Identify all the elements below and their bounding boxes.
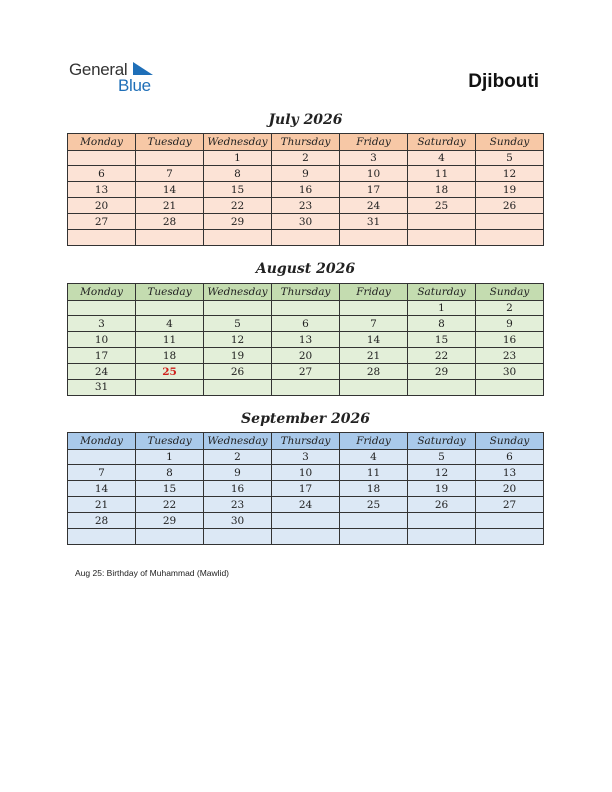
day-cell bbox=[204, 229, 272, 245]
day-cell: 23 bbox=[204, 497, 272, 513]
day-cell: 5 bbox=[476, 150, 544, 166]
logo-triangle-icon bbox=[133, 62, 153, 76]
weekday-header: Monday bbox=[68, 284, 136, 301]
weekday-header: Sunday bbox=[476, 134, 544, 151]
day-cell bbox=[476, 229, 544, 245]
day-cell: 14 bbox=[340, 332, 408, 348]
day-cell: 3 bbox=[340, 150, 408, 166]
day-cell bbox=[272, 229, 340, 245]
day-cell: 13 bbox=[272, 332, 340, 348]
day-cell: 4 bbox=[408, 150, 476, 166]
day-cell: 24 bbox=[272, 497, 340, 513]
day-cell bbox=[68, 229, 136, 245]
week-row bbox=[68, 465, 544, 481]
day-cell bbox=[340, 229, 408, 245]
weekday-header: Sunday bbox=[476, 284, 544, 301]
day-cell bbox=[136, 300, 204, 316]
day-cell: 15 bbox=[408, 332, 476, 348]
day-cell: 31 bbox=[68, 379, 136, 395]
logo-text-general: General bbox=[69, 60, 128, 79]
day-cell: 26 bbox=[204, 364, 272, 380]
day-cell: 1 bbox=[204, 150, 272, 166]
week-row bbox=[68, 348, 544, 364]
day-cell: 18 bbox=[136, 348, 204, 364]
day-cell: 18 bbox=[408, 182, 476, 198]
day-cell: 8 bbox=[136, 465, 204, 481]
month-title-july: July 2026 bbox=[268, 112, 343, 128]
day-cell: 9 bbox=[476, 316, 544, 332]
weekday-header: Wednesday bbox=[204, 433, 272, 450]
day-cell: 21 bbox=[68, 497, 136, 513]
week-row bbox=[68, 182, 544, 198]
day-cell: 10 bbox=[68, 332, 136, 348]
day-cell: 27 bbox=[476, 497, 544, 513]
day-cell: 30 bbox=[204, 513, 272, 529]
day-cell: 8 bbox=[204, 166, 272, 182]
day-cell bbox=[408, 528, 476, 544]
day-cell: 17 bbox=[340, 182, 408, 198]
week-row bbox=[68, 316, 544, 332]
calendar-august bbox=[67, 283, 544, 396]
weekday-header: Tuesday bbox=[136, 433, 204, 450]
day-cell bbox=[476, 379, 544, 395]
week-row bbox=[68, 364, 544, 380]
day-cell: 26 bbox=[476, 198, 544, 214]
weekday-header-row bbox=[68, 134, 544, 151]
day-cell: 11 bbox=[340, 465, 408, 481]
day-cell: 13 bbox=[476, 465, 544, 481]
day-cell: 28 bbox=[340, 364, 408, 380]
day-cell: 2 bbox=[204, 449, 272, 465]
day-cell: 17 bbox=[272, 481, 340, 497]
weekday-header: Sunday bbox=[476, 433, 544, 450]
week-row bbox=[68, 198, 544, 214]
weekday-header: Wednesday bbox=[204, 134, 272, 151]
day-cell bbox=[68, 528, 136, 544]
weekday-header: Saturday bbox=[408, 433, 476, 450]
day-cell bbox=[408, 229, 476, 245]
day-cell: 22 bbox=[408, 348, 476, 364]
weekday-header: Thursday bbox=[272, 134, 340, 151]
day-cell bbox=[68, 449, 136, 465]
week-row bbox=[68, 481, 544, 497]
day-cell: 17 bbox=[68, 348, 136, 364]
week-row bbox=[68, 528, 544, 544]
day-cell: 21 bbox=[340, 348, 408, 364]
weekday-header: Friday bbox=[340, 433, 408, 450]
day-cell bbox=[340, 513, 408, 529]
day-cell: 4 bbox=[340, 449, 408, 465]
day-cell bbox=[340, 300, 408, 316]
day-cell bbox=[136, 379, 204, 395]
day-cell: 29 bbox=[204, 214, 272, 230]
day-cell: 11 bbox=[136, 332, 204, 348]
day-cell: 30 bbox=[476, 364, 544, 380]
weekday-header: Saturday bbox=[408, 134, 476, 151]
day-cell: 14 bbox=[68, 481, 136, 497]
day-cell: 14 bbox=[136, 182, 204, 198]
day-cell bbox=[340, 528, 408, 544]
calendar-september bbox=[67, 432, 544, 545]
day-cell bbox=[136, 528, 204, 544]
day-cell: 1 bbox=[136, 449, 204, 465]
day-cell: 20 bbox=[68, 198, 136, 214]
week-row bbox=[68, 166, 544, 182]
day-cell: 3 bbox=[68, 316, 136, 332]
day-cell: 15 bbox=[204, 182, 272, 198]
day-cell bbox=[408, 379, 476, 395]
calendar-july bbox=[67, 133, 544, 246]
weekday-header: Monday bbox=[68, 433, 136, 450]
day-cell: 27 bbox=[272, 364, 340, 380]
logo-text-blue: Blue bbox=[118, 76, 151, 95]
day-cell: 28 bbox=[136, 214, 204, 230]
day-cell bbox=[136, 229, 204, 245]
day-cell bbox=[204, 528, 272, 544]
week-row bbox=[68, 150, 544, 166]
day-cell bbox=[408, 214, 476, 230]
day-cell bbox=[476, 214, 544, 230]
day-cell: 11 bbox=[408, 166, 476, 182]
day-cell: 9 bbox=[204, 465, 272, 481]
day-cell: 13 bbox=[68, 182, 136, 198]
day-cell: 19 bbox=[476, 182, 544, 198]
weekday-header: Wednesday bbox=[204, 284, 272, 301]
weekday-header-row bbox=[68, 433, 544, 450]
day-cell: 24 bbox=[340, 198, 408, 214]
weekday-header: Thursday bbox=[272, 433, 340, 450]
week-row bbox=[68, 229, 544, 245]
month-title-august: August 2026 bbox=[255, 261, 356, 277]
day-cell bbox=[272, 300, 340, 316]
day-cell: 2 bbox=[272, 150, 340, 166]
day-cell: 7 bbox=[136, 166, 204, 182]
week-row bbox=[68, 449, 544, 465]
day-cell: 16 bbox=[204, 481, 272, 497]
day-cell: 15 bbox=[136, 481, 204, 497]
day-cell: 7 bbox=[340, 316, 408, 332]
day-cell: 16 bbox=[272, 182, 340, 198]
weekday-header-row bbox=[68, 284, 544, 301]
day-cell bbox=[68, 300, 136, 316]
week-row bbox=[68, 300, 544, 316]
generalblue-logo bbox=[69, 60, 169, 98]
day-cell: 12 bbox=[204, 332, 272, 348]
weekday-header: Friday bbox=[340, 284, 408, 301]
day-cell: 20 bbox=[272, 348, 340, 364]
day-cell: 10 bbox=[272, 465, 340, 481]
day-cell bbox=[136, 150, 204, 166]
day-cell: 26 bbox=[408, 497, 476, 513]
day-cell: 23 bbox=[272, 198, 340, 214]
day-cell: 18 bbox=[340, 481, 408, 497]
holiday-note: Aug 25: Birthday of Muhammad (Mawlid) bbox=[75, 568, 230, 578]
day-cell: 3 bbox=[272, 449, 340, 465]
country-title: Djibouti bbox=[468, 71, 539, 92]
day-cell: 9 bbox=[272, 166, 340, 182]
day-cell: 22 bbox=[136, 497, 204, 513]
day-cell: 24 bbox=[68, 364, 136, 380]
day-cell: 22 bbox=[204, 198, 272, 214]
day-cell bbox=[204, 379, 272, 395]
day-cell: 27 bbox=[68, 214, 136, 230]
day-cell: 19 bbox=[204, 348, 272, 364]
day-cell: 20 bbox=[476, 481, 544, 497]
day-cell: 6 bbox=[476, 449, 544, 465]
day-cell: 7 bbox=[68, 465, 136, 481]
day-cell: 5 bbox=[408, 449, 476, 465]
week-row bbox=[68, 497, 544, 513]
weekday-header: Tuesday bbox=[136, 284, 204, 301]
day-cell bbox=[272, 379, 340, 395]
holiday-day-cell: 25 bbox=[136, 364, 204, 380]
day-cell: 30 bbox=[272, 214, 340, 230]
day-cell: 1 bbox=[408, 300, 476, 316]
day-cell bbox=[476, 513, 544, 529]
day-cell: 4 bbox=[136, 316, 204, 332]
day-cell: 6 bbox=[272, 316, 340, 332]
day-cell: 16 bbox=[476, 332, 544, 348]
day-cell bbox=[340, 379, 408, 395]
day-cell: 25 bbox=[340, 497, 408, 513]
day-cell: 10 bbox=[340, 166, 408, 182]
day-cell bbox=[68, 150, 136, 166]
day-cell bbox=[272, 513, 340, 529]
month-title-september: September 2026 bbox=[241, 411, 370, 427]
weekday-header: Saturday bbox=[408, 284, 476, 301]
day-cell: 19 bbox=[408, 481, 476, 497]
day-cell bbox=[204, 300, 272, 316]
week-row bbox=[68, 513, 544, 529]
weekday-header: Monday bbox=[68, 134, 136, 151]
day-cell: 28 bbox=[68, 513, 136, 529]
week-row bbox=[68, 332, 544, 348]
weekday-header: Tuesday bbox=[136, 134, 204, 151]
day-cell bbox=[272, 528, 340, 544]
week-row bbox=[68, 214, 544, 230]
day-cell bbox=[476, 528, 544, 544]
week-row bbox=[68, 379, 544, 395]
day-cell: 25 bbox=[408, 198, 476, 214]
day-cell: 23 bbox=[476, 348, 544, 364]
day-cell: 31 bbox=[340, 214, 408, 230]
day-cell bbox=[408, 513, 476, 529]
day-cell: 6 bbox=[68, 166, 136, 182]
day-cell: 12 bbox=[476, 166, 544, 182]
day-cell: 21 bbox=[136, 198, 204, 214]
day-cell: 2 bbox=[476, 300, 544, 316]
weekday-header: Thursday bbox=[272, 284, 340, 301]
day-cell: 29 bbox=[408, 364, 476, 380]
day-cell: 12 bbox=[408, 465, 476, 481]
day-cell: 8 bbox=[408, 316, 476, 332]
day-cell: 29 bbox=[136, 513, 204, 529]
weekday-header: Friday bbox=[340, 134, 408, 151]
day-cell: 5 bbox=[204, 316, 272, 332]
